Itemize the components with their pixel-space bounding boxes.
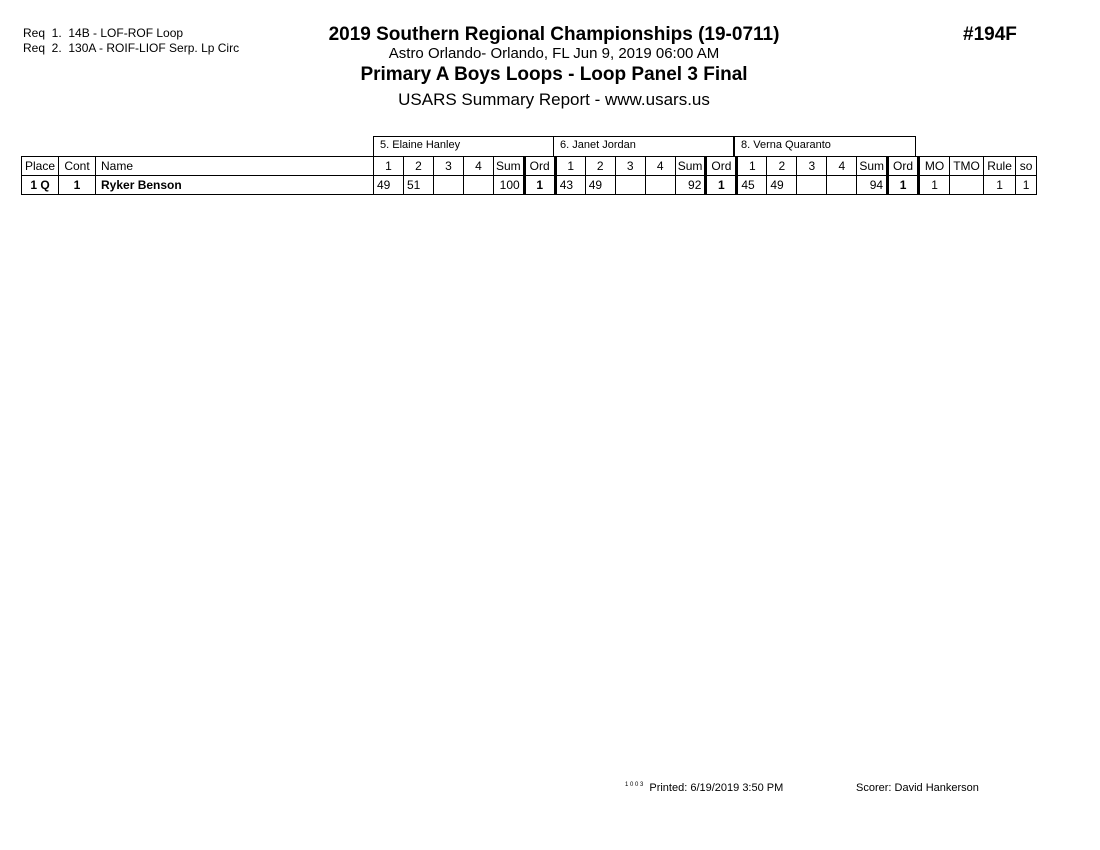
j3-score-3 — [797, 176, 827, 195]
col-j1-4: 4 — [464, 157, 494, 176]
col-j1-3: 3 — [434, 157, 464, 176]
col-name: Name — [96, 157, 374, 176]
place-cell: 1 Q — [22, 176, 59, 195]
j1-ord: 1 — [524, 176, 555, 195]
col-j1-1: 1 — [374, 157, 404, 176]
col-j3-3: 3 — [797, 157, 827, 176]
j2-score-2: 49 — [585, 176, 615, 195]
event-number: #194F — [963, 24, 1017, 45]
col-j3-1: 1 — [737, 157, 767, 176]
col-rule: Rule — [984, 157, 1016, 176]
col-j3-ord: Ord — [888, 157, 919, 176]
col-j3-2: 2 — [767, 157, 797, 176]
col-j2-4: 4 — [645, 157, 675, 176]
j3-score-4 — [827, 176, 857, 195]
requirement-1: Req 1. 14B - LOF-ROF Loop — [23, 26, 184, 40]
competition-title: 2019 Southern Regional Championships (19-0711) — [328, 24, 780, 45]
col-j2-2: 2 — [585, 157, 615, 176]
tmo-cell — [950, 176, 984, 195]
j1-score-2: 51 — [404, 176, 434, 195]
j2-score-4 — [645, 176, 675, 195]
column-header-row — [22, 157, 1037, 176]
j3-sum: 94 — [857, 176, 888, 195]
col-j2-3: 3 — [615, 157, 645, 176]
j3-score-2: 49 — [767, 176, 797, 195]
j2-ord: 1 — [706, 176, 737, 195]
requirement-2: Req 2. 130A - ROIF-LIOF Serp. Lp Circ — [23, 41, 240, 55]
j2-score-1: 43 — [555, 176, 585, 195]
j2-score-3 — [615, 176, 645, 195]
col-tmo: TMO — [950, 157, 984, 176]
judge-header-3: 8. Verna Quaranto — [734, 136, 916, 156]
j1-score-4 — [464, 176, 494, 195]
col-cont: Cont — [59, 157, 96, 176]
mo-cell: 1 — [919, 176, 950, 195]
j1-score-3 — [434, 176, 464, 195]
j2-sum: 92 — [675, 176, 706, 195]
col-j3-sum: Sum — [857, 157, 888, 176]
printed-timestamp — [625, 782, 783, 794]
judge-header-1: 5. Elaine Hanley — [373, 136, 554, 156]
printed-label: Printed: 6/19/2019 3:50 PM — [649, 782, 784, 794]
col-place: Place — [22, 157, 59, 176]
scorer-label: Scorer: David Hankerson — [856, 782, 979, 794]
skater-name: Ryker Benson — [96, 176, 374, 195]
so-cell: 1 — [1016, 176, 1037, 195]
judge-header-2: 6. Janet Jordan — [553, 136, 734, 156]
report-subtitle: USARS Summary Report - www.usars.us — [398, 90, 710, 109]
col-j2-1: 1 — [555, 157, 585, 176]
col-j2-ord: Ord — [706, 157, 737, 176]
footer-mini-code: 1 0 0 3 — [625, 782, 644, 788]
j3-score-1: 45 — [737, 176, 767, 195]
venue-date: Astro Orlando- Orlando, FL Jun 9, 2019 06:00 AM — [388, 45, 720, 62]
col-j3-4: 4 — [827, 157, 857, 176]
col-j2-sum: Sum — [675, 157, 706, 176]
event-title: Primary A Boys Loops - Loop Panel 3 Final — [360, 64, 748, 85]
j1-sum: 100 — [494, 176, 525, 195]
col-so: so — [1016, 157, 1037, 176]
col-j1-sum: Sum — [494, 157, 525, 176]
j3-ord: 1 — [888, 176, 919, 195]
col-j1-ord: Ord — [524, 157, 555, 176]
rule-cell: 1 — [984, 176, 1016, 195]
results-table — [21, 156, 1037, 195]
col-j1-2: 2 — [404, 157, 434, 176]
j1-score-1: 49 — [374, 176, 404, 195]
cont-cell: 1 — [59, 176, 96, 195]
col-mo: MO — [919, 157, 950, 176]
table-row — [22, 176, 1037, 195]
